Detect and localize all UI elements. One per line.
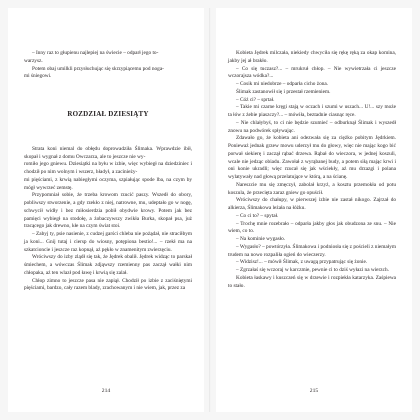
paragraph: mi pięściami, z krwią nabiegłymi oczyma, szpiałując spode lba, na czym by mógł wywrzeć zemstę.	[24, 176, 192, 191]
paragraph: mi śniegowi.	[24, 73, 52, 80]
paragraph: Wróciwszy do chałupy, w pierwszej izbie nie zastał nikogo. Zajrzał do alkierza, Ślimakowa leżała na łóżku.	[228, 197, 396, 211]
paragraph: – Takie mi czarne kręgi stają w oczach i szumi w uszach... U!... szy może ta łów z żebie piaszczy?... – mówiła, beztadnie ciasnąc ręce.	[228, 104, 396, 118]
paragraph: Kobieta Jędrek milczała, niekiedy chwyciła się rękę ręką za okap komina, jakby jej ał brakło.	[228, 50, 396, 64]
paragraph: – Inny raz to głupienu najlepiej na świecie – odparł jego to-	[32, 50, 159, 56]
paragraph: – Widzisz!... – mówił Ślimak, z uwagą przypatrując się żonie.	[236, 259, 368, 266]
paragraph: – Zgrzałaś się wczoraj w karczmie, pewnie ci to dziś wyłazi na wierzch.	[236, 267, 389, 273]
page-number: 214	[101, 388, 111, 394]
chapter-title: ROZDZIAŁ DZIESIĄTY	[67, 110, 149, 118]
paragraph: – Cosik mi niedobrze – odparła cicho żona.	[236, 81, 329, 87]
paragraph: Zdawało go, że kobieta ani odezwała się za ciężko pobitym Jędrkiem. Ponieważ jednak grzew mowu uderzył mu do głowy, więc nie mając kogo bić porwał siekierę i zaczął rąbać drzewa. Rąbał do wieczora, w jednej koszuli, wcale nie jedząc obiadu. Zawołał z wyrąbanej budy, a potem siłą mając krwi i oni konie ukradli; więc rzucał się jak wściekły, aż mu drzazgi i polana wylatywały nad głową przelatujące w którą, a na ścianę.	[228, 135, 396, 180]
book-gutter	[209, 8, 211, 412]
paragraph: Chłop zimno to jeszcze pasa nie zapiął. Chodził po izbie z zaciśniętymi pięściami, bardzo, cały razem blady, zrachowanym i nie wiem, jak, przez za	[24, 277, 192, 292]
paragraph: – Co się tuczasz?... – mrukruł chłop. – Nie wywietrzała ci jeszcze wczorajsza wódka?...	[228, 65, 396, 80]
paragraph: Przypomniał sobie, że trzeba krowom rzucić paszy. Wszedł do obory, pobliwszy stworzenie, a gdy rzekło z niej, natrowne, mu, udeptało go w nogę, schwycił widły i bez miłosierdzia pobił obydwie krowy. Potem jak bez pamięci wybiegł na stodołę, a żobaczywszy zwikła Burka, skopał psa, już tracącego jak drewno, kłe na czym świat stoi.	[24, 192, 192, 230]
right-page-text	[228, 50, 396, 290]
left-page-text	[24, 50, 192, 293]
paragraph: – Wygasło? – powtórzyła. Ślimakowa i podniosła się z pościeli z niemałym trudem na nowo rozpaliła ogień do wieczerzy.	[228, 243, 396, 258]
paragraph: Wróciwszy do izby zlądł się tak, że Jędrek obalił. Jędrek widząc to parskał śmiechem, a wówczas Ślimak zdjąwszy rzemienny pas zaczął wałki nim chłopaka, aż ten wlazł pod ławę i krwią się zalał.	[24, 254, 192, 276]
paragraph: romiło jego gniewu. Dziesiątki na byłu w izbie, więc wybiegł na dziedziniec i chodził po nim wolnym i wszerz, hładył, a zacinieży-	[24, 161, 192, 175]
paragraph: warzysz.	[24, 57, 43, 64]
paragraph: Strata koni niemal do obłędu doprowadziła Ślimaka. Wprawdzie ibił, skopał i wygnał z domu Owczarza, ale to jeszcze nie wy-	[24, 145, 192, 160]
paragraph: – Co ci to? – spytał.	[236, 212, 279, 219]
paragraph: Ślimak zastanowił się i przestał rzemieniem.	[236, 88, 331, 95]
page-number: 215	[309, 388, 319, 394]
paragraph: – Cóż ci? – sprtał.	[236, 96, 275, 103]
paragraph: Kobieta łaskawy i kuszczeń się w drzewie i rozpiekła katarzyka. Zaśpiewa to stało.	[228, 274, 396, 289]
left-page	[8, 8, 204, 412]
paragraph: – Zabyj ty, psie nasienie, z cudzej garści chleba nie pożądał, nie straciłbym ja koni... Gnij tutaj i ciersp do wiosny, potępiona bestio!... – rzekł ma na szkatcioncie i jeszcze raz kopnął, aż pękło w znamenitym zwierzęciu.	[24, 231, 192, 253]
paragraph: – Na kominie wygasło.	[236, 236, 286, 242]
paragraph: – Nie chlałybyś, to ci nie będzie szumieć – odburknął Ślimak i wyszedł znowu na podwórek spływając.	[228, 119, 396, 134]
paragraph: Nareszcie mu się zmęczył, zabolał krzyż, a kosztu przemokła od potu koszula, że przecięta zaraz gniew go opuścił.	[228, 181, 396, 196]
paragraph: – Trochę mnie rozebrało – odparła jakby głos jak obudzona ze snu. – Nie wiem, co to.	[228, 220, 396, 235]
right-page	[216, 8, 412, 412]
paragraph: Potem obaj umilkli przysłuchując się skrzypiącemu pod noga-	[32, 65, 164, 72]
